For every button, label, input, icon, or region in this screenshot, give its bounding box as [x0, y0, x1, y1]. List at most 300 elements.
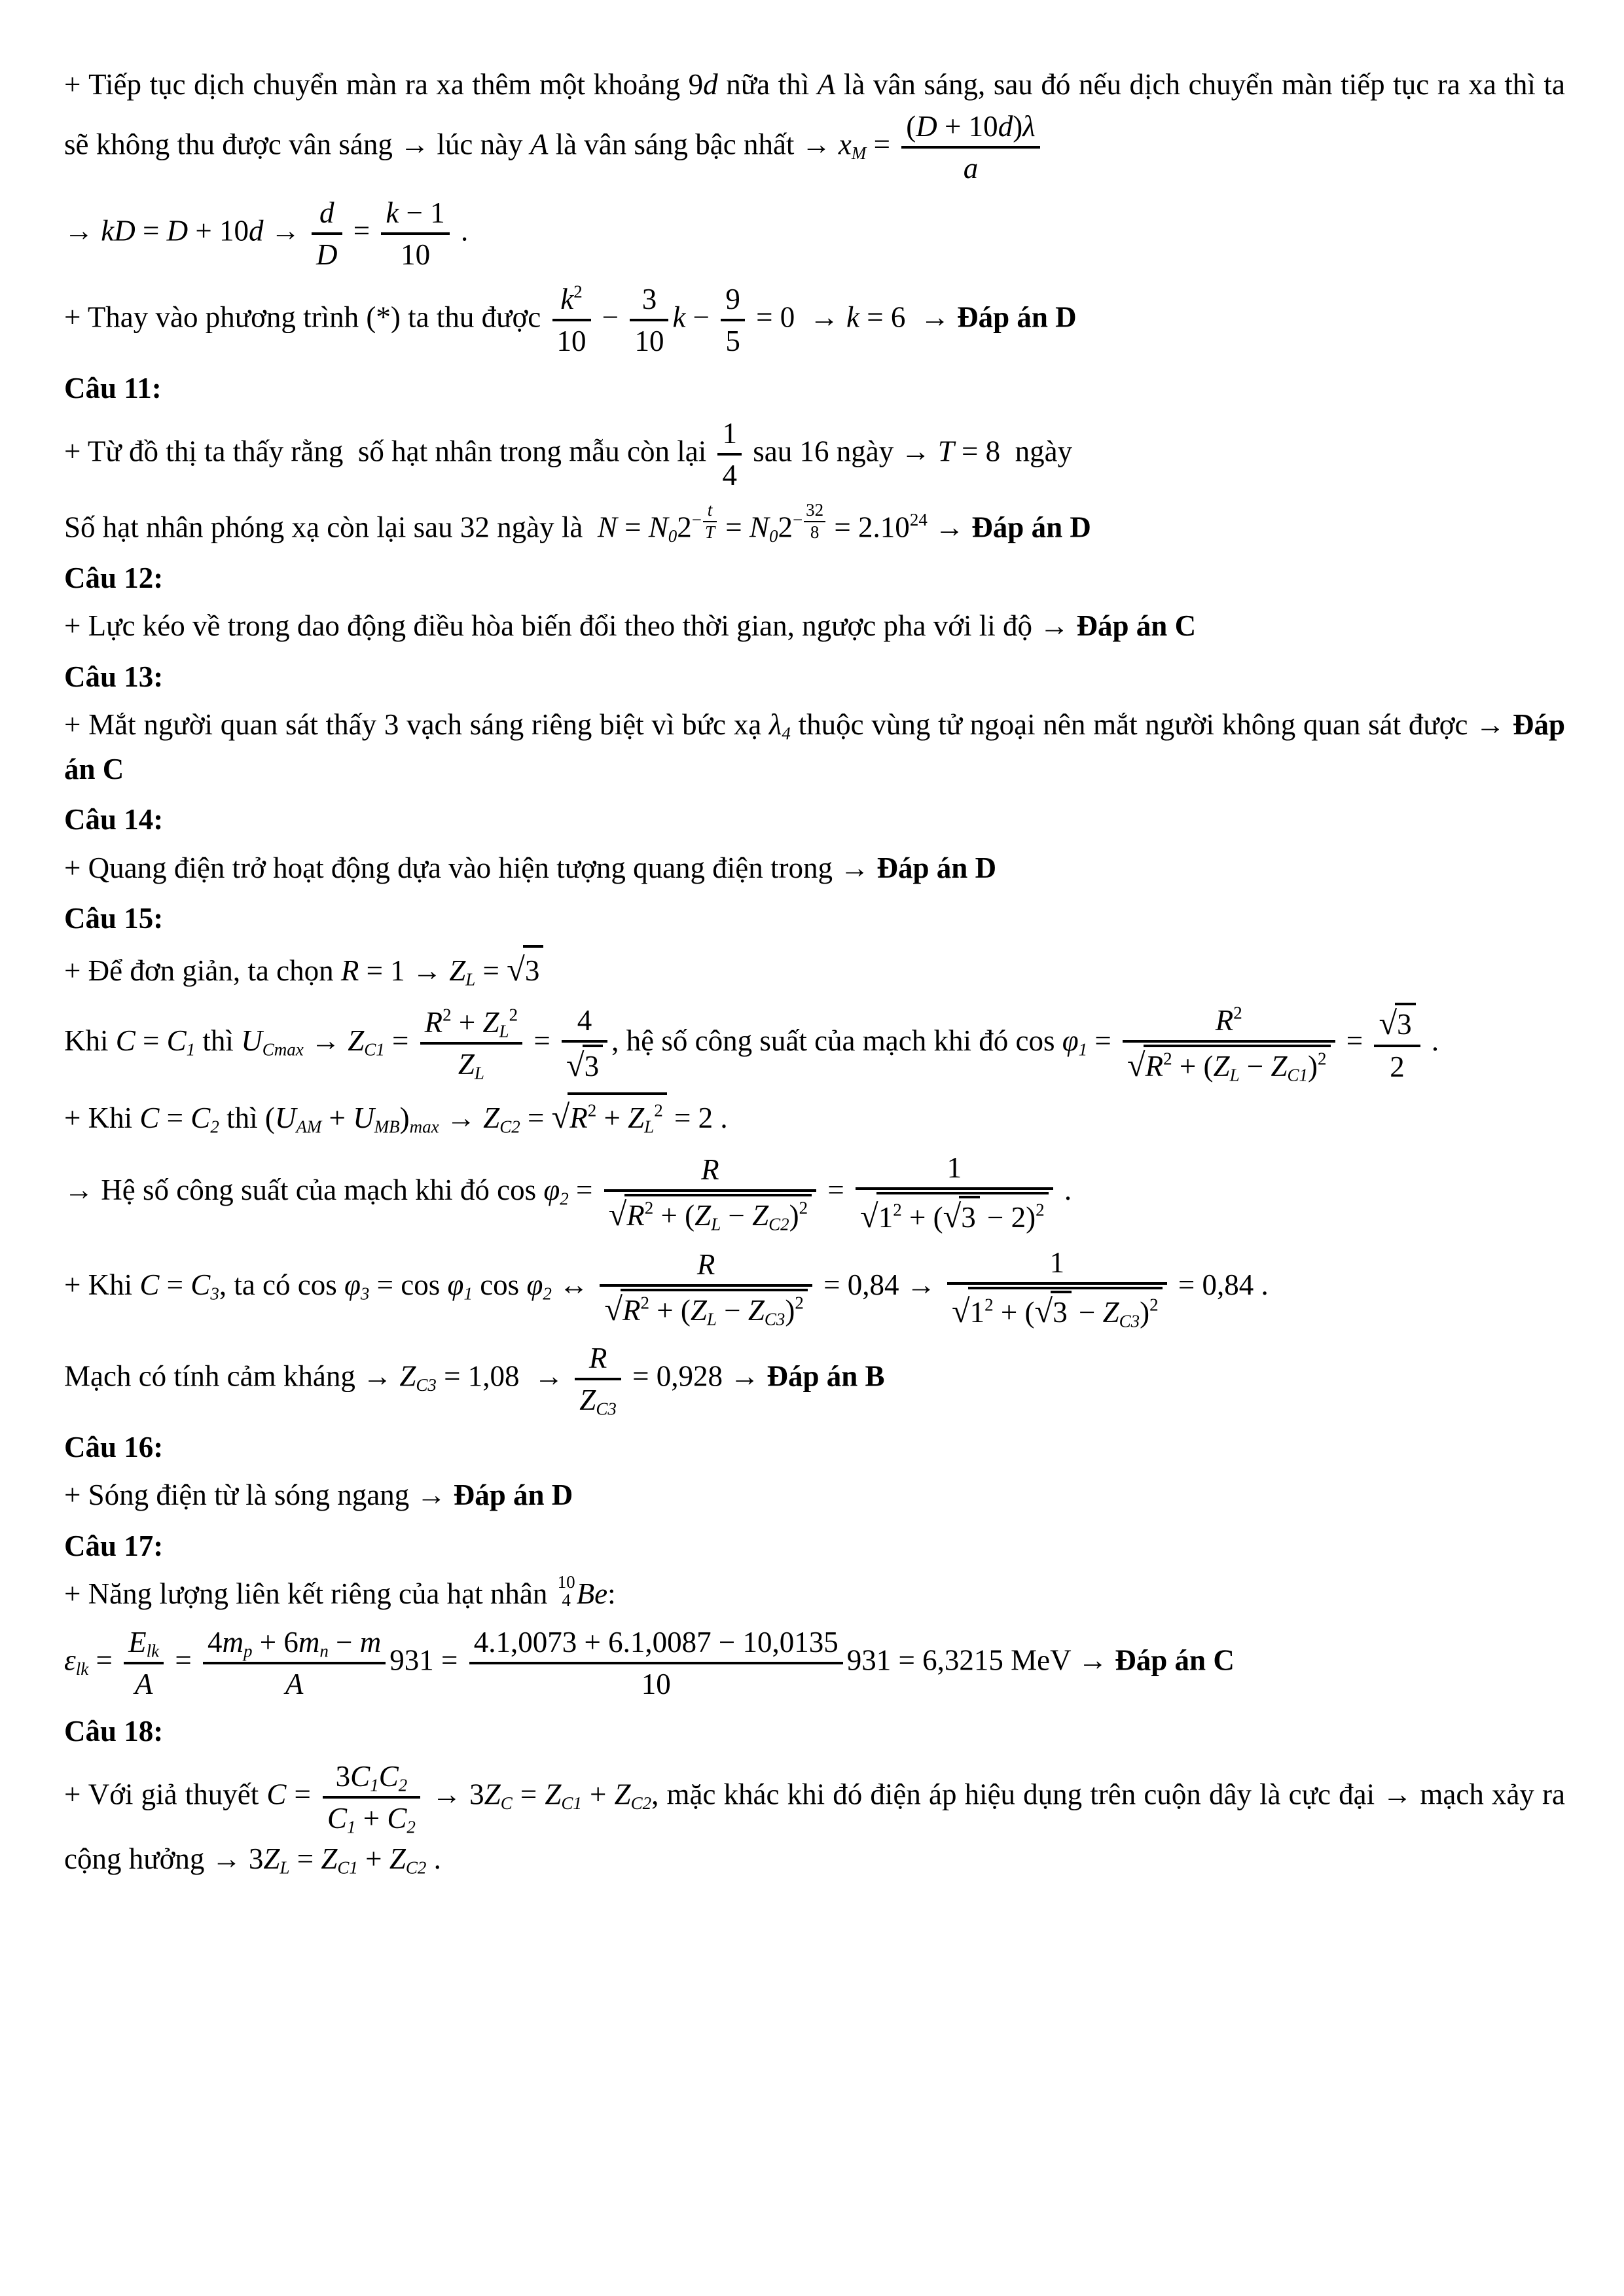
radicand: [568, 1092, 666, 1141]
numerator: [323, 1759, 420, 1799]
text-run: + Khi: [64, 1268, 140, 1302]
text-run: − 1: [399, 196, 445, 229]
radicand: [876, 1192, 1049, 1236]
square-root: [1127, 1046, 1331, 1085]
section-heading: [64, 1524, 1565, 1569]
text-run: 3: [1053, 1296, 1068, 1329]
text-run: .: [1056, 1173, 1072, 1206]
numerator: [1374, 1003, 1420, 1047]
math-run: N: [749, 511, 769, 544]
numerator: [604, 1152, 817, 1192]
text-run: =: [159, 1102, 191, 1135]
text-run: = 2.10: [827, 511, 910, 544]
text-run: → Hệ số công suất của mạch khi đó cos: [64, 1173, 544, 1206]
math-run: R: [1215, 1003, 1234, 1037]
text-run: 10: [556, 324, 586, 357]
radical-icon: √: [507, 950, 525, 988]
math-run: R: [340, 954, 359, 987]
denominator: [856, 1190, 1053, 1236]
superscript: 2: [509, 1005, 518, 1025]
numerator: [562, 1003, 607, 1043]
denominator: [630, 321, 668, 359]
subscript: C2: [405, 1857, 427, 1878]
text-run: +: [321, 1102, 353, 1135]
subscript: C2: [630, 1793, 652, 1813]
paragraph: [64, 1623, 1565, 1703]
math-run: t: [707, 500, 713, 520]
math-run: k: [672, 300, 686, 333]
text-run: Mạch có tính cảm kháng →: [64, 1359, 400, 1392]
text-run: 2: [778, 511, 793, 544]
answer-label: Câu 16:: [64, 1430, 164, 1463]
denominator: [604, 1192, 817, 1234]
text-run: ↔: [551, 1268, 596, 1302]
text-run: + (: [653, 1198, 695, 1232]
text-run: , mặc khác khi đó điện áp hiệu dụng trên cuộn dây là cực đại → mạch xảy ra cộng hưởng → 3: [64, 1778, 1573, 1876]
section-heading: [64, 367, 1565, 411]
math-run: C: [350, 1760, 370, 1793]
answer-label: Đáp án D: [453, 1479, 573, 1512]
text-run: = 1 →: [359, 954, 450, 987]
math-run: R: [588, 1341, 607, 1374]
text-run: , ta có cos: [219, 1268, 344, 1302]
numerator: [312, 195, 342, 235]
section-heading: [64, 798, 1565, 842]
section-heading: [64, 897, 1565, 941]
text-run: ): [789, 1198, 799, 1232]
paragraph: [64, 1473, 1565, 1518]
fraction: [604, 1152, 817, 1234]
subscript: L: [644, 1117, 655, 1137]
math-run: C: [190, 1102, 211, 1135]
text-run: + Quang điện trở hoạt động dựa vào hiện tượng quang điện trong →: [64, 851, 877, 884]
text-run: .: [426, 1842, 441, 1876]
answer-label: Câu 15:: [64, 902, 164, 935]
math-run: R: [623, 1294, 641, 1327]
text-run: ): [785, 1294, 795, 1327]
fraction: [804, 501, 825, 542]
math-run: λ: [1022, 109, 1036, 143]
paragraph: [64, 1092, 1565, 1142]
paragraph: [64, 1244, 1565, 1332]
denominator: [124, 1664, 164, 1702]
text-run: sau 16 ngày →: [745, 435, 938, 468]
text-run: + Sóng điện từ là sóng ngang →: [64, 1479, 454, 1512]
paragraph: [64, 604, 1565, 649]
radical-icon: √: [566, 1046, 585, 1083]
subscript: 4: [782, 723, 791, 744]
text-run: + (: [1172, 1049, 1214, 1083]
math-run: Z: [399, 1359, 416, 1392]
text-run: + 10: [188, 213, 249, 247]
subscript: 1: [1078, 1039, 1088, 1060]
subscript: C3: [596, 1399, 617, 1419]
subscript: 3: [360, 1283, 370, 1304]
paragraph: [64, 1001, 1565, 1086]
fraction: [323, 1759, 420, 1836]
denominator: [1374, 1047, 1420, 1085]
paragraph: [64, 501, 1565, 550]
subscript: n: [319, 1641, 329, 1661]
fraction: [856, 1150, 1053, 1236]
math-run: Z: [458, 1048, 475, 1081]
denominator: [703, 522, 717, 543]
radical-icon: √: [608, 1195, 627, 1232]
text-run: →: [64, 213, 101, 247]
text-run: =: [159, 1268, 191, 1302]
text-run: 5: [725, 324, 740, 357]
text-run: là vân sáng bậc nhất →: [548, 127, 839, 160]
math-run: Be: [576, 1577, 608, 1611]
numerator: [703, 501, 717, 522]
math-run: d: [998, 109, 1013, 143]
text-run: =: [526, 1024, 558, 1057]
text-run: + (: [993, 1296, 1035, 1329]
numerator: [901, 109, 1039, 149]
text-run: 10: [401, 238, 431, 271]
subscript: C1: [364, 1039, 385, 1060]
math-run: φ: [344, 1268, 361, 1302]
math-run: A: [285, 1667, 304, 1700]
paragraph: [64, 1149, 1565, 1237]
paragraph: [64, 1339, 1565, 1419]
math-run: φ: [447, 1268, 464, 1302]
math-run: Z: [628, 1102, 645, 1135]
text-run: ): [1140, 1296, 1150, 1329]
text-run: 1: [969, 1296, 985, 1329]
denominator: [552, 321, 591, 359]
subscript: L: [711, 1214, 721, 1234]
radicand: [583, 1045, 604, 1084]
radicand: [523, 945, 544, 994]
math-run: Z: [690, 1294, 707, 1327]
square-root: [943, 1197, 980, 1234]
numerator: [203, 1624, 386, 1664]
text-run: 4: [577, 1003, 592, 1037]
text-run: nữa thì: [717, 68, 818, 101]
text-run: 2: [677, 511, 692, 544]
fraction: [575, 1340, 621, 1418]
text-run: 3: [335, 1760, 351, 1793]
subscript: 2: [406, 1817, 416, 1837]
text-run: + Năng lượng liên kết riêng của hạt nhân: [64, 1577, 555, 1611]
radicand: [1395, 1003, 1416, 1042]
math-run: φ: [526, 1268, 543, 1302]
fraction: [703, 501, 717, 542]
text-run: +: [355, 1802, 388, 1835]
square-root: [1034, 1293, 1072, 1330]
subscript: lk: [75, 1659, 89, 1679]
math-run: Z: [389, 1842, 406, 1876]
superscript: 2: [1163, 1049, 1172, 1068]
text-run: −: [1071, 1296, 1103, 1329]
text-run: −: [685, 300, 717, 333]
answer-label: Câu 17:: [64, 1529, 164, 1562]
superscript: 2: [795, 1293, 804, 1313]
square-root: [551, 1098, 667, 1137]
math-run: Z: [1102, 1296, 1119, 1329]
text-run: ): [1013, 109, 1023, 143]
math-run: k: [560, 282, 574, 315]
subscript: 3: [210, 1283, 219, 1304]
subscript: L: [1229, 1065, 1240, 1085]
text-run: 8: [810, 522, 820, 542]
text-run: →: [927, 511, 972, 544]
text-run: =: [568, 1173, 600, 1206]
numerator: [600, 1247, 812, 1287]
math-run: Z: [752, 1198, 769, 1232]
text-run: =: [866, 127, 898, 160]
radicand: [621, 1289, 808, 1328]
denominator: [901, 149, 1039, 186]
section-heading: [64, 1426, 1565, 1470]
subscript: C1: [561, 1793, 582, 1813]
text-run: 3: [1397, 1007, 1412, 1041]
math-run: R: [424, 1006, 443, 1039]
answer-label: Câu 11:: [64, 371, 162, 404]
text-run: − 2): [979, 1200, 1036, 1234]
text-run: + Tiếp tục dịch chuyển màn ra xa thêm một khoảng 9: [64, 68, 704, 101]
math-run: C: [115, 1024, 135, 1057]
text-run: ): [399, 1102, 410, 1135]
text-run: , hệ số công suất của mạch khi đó cos: [611, 1024, 1062, 1057]
math-run: R: [569, 1102, 588, 1135]
text-run: −: [1239, 1049, 1271, 1083]
text-run: 1: [947, 1151, 962, 1184]
paragraph: [64, 194, 1565, 274]
text-run: 931 = 6,3215 MeV →: [846, 1643, 1115, 1676]
text-run: 3: [524, 954, 540, 987]
answer-label: Câu 12:: [64, 561, 164, 594]
section-heading: [64, 655, 1565, 700]
text-run: +: [357, 1842, 389, 1876]
math-run: C: [378, 1760, 399, 1793]
math-run: x: [838, 127, 852, 160]
math-run: Z: [1271, 1049, 1288, 1083]
text-run: + 6: [252, 1625, 298, 1659]
math-run: E: [128, 1625, 147, 1659]
math-run: Z: [1213, 1049, 1230, 1083]
subscript: 2: [560, 1189, 569, 1209]
math-run: N: [648, 511, 668, 544]
denominator: [469, 1664, 843, 1702]
subscript: 1: [347, 1817, 356, 1837]
text-run: = 0 →: [748, 300, 846, 333]
denominator: [312, 235, 342, 272]
fraction: [420, 1005, 522, 1082]
answer-label: Câu 14:: [64, 803, 164, 836]
text-run: thì: [195, 1024, 242, 1057]
text-run: 32: [806, 500, 824, 520]
subscript: C3: [416, 1374, 437, 1395]
text-run: thuộc vùng tử ngoại nên mắt người không quan sát được →: [790, 708, 1513, 742]
text-run: + 10: [937, 109, 998, 143]
math-run: D: [166, 213, 189, 247]
denominator: [804, 522, 825, 543]
text-run: 2: [1390, 1050, 1405, 1084]
math-run: Z: [545, 1778, 562, 1811]
math-run: C: [387, 1802, 407, 1835]
subscript: L: [280, 1857, 290, 1878]
math-run: d: [703, 68, 718, 101]
math-run: a: [963, 151, 979, 185]
denominator: [381, 235, 449, 272]
answer-label: Câu 13:: [64, 660, 164, 693]
text-run: →: [263, 213, 308, 247]
text-run: = 8 ngày: [954, 435, 1073, 468]
text-run: 1: [878, 1200, 893, 1234]
superscript: 2: [654, 1100, 663, 1121]
subscript: 1: [186, 1039, 196, 1060]
text-run: = 0,84 →: [816, 1268, 944, 1302]
answer-label: Đáp án D: [876, 851, 997, 884]
math-run: D: [916, 109, 937, 143]
square-root: [1379, 1004, 1415, 1041]
math-run: Z: [348, 1024, 365, 1057]
text-run: −: [792, 509, 803, 529]
numerator: [381, 195, 449, 235]
text-run: 931 =: [389, 1643, 465, 1676]
math-run: Z: [483, 1102, 500, 1135]
text-run: .: [453, 213, 469, 247]
text-run: −: [594, 300, 626, 333]
text-run: = 0,928 →: [624, 1359, 767, 1392]
fraction: [552, 281, 591, 359]
math-run: Z: [263, 1842, 280, 1876]
subscript: 0: [668, 526, 677, 546]
document-content: [64, 63, 1573, 1882]
text-run: = 6 →: [859, 300, 958, 333]
math-run: Z: [482, 1006, 499, 1039]
superscript: 2: [799, 1198, 808, 1218]
math-run: Z: [579, 1383, 596, 1416]
mass-number: 10: [557, 1571, 575, 1592]
text-run: + Để đơn giản, ta chọn: [64, 954, 341, 987]
square-root: [860, 1197, 1049, 1234]
math-run: Z: [321, 1842, 338, 1876]
text-run: =: [168, 1643, 200, 1676]
math-run: C: [139, 1102, 160, 1135]
math-run: Z: [484, 1778, 501, 1811]
paragraph: [64, 1757, 1573, 1882]
square-root: [566, 1046, 603, 1083]
text-run: 3: [584, 1049, 600, 1083]
text-run: =: [520, 1102, 552, 1135]
text-run: thì (: [219, 1102, 275, 1135]
subscript: 2: [210, 1117, 219, 1137]
text-run: =: [718, 511, 749, 544]
text-run: +: [596, 1102, 628, 1135]
math-run: R: [626, 1198, 645, 1232]
superscript: 2: [573, 281, 583, 301]
answer-label: Đáp án D: [971, 511, 1091, 544]
answer-label: Đáp án D: [957, 300, 1077, 333]
numerator: [469, 1624, 843, 1664]
answer-label: Đáp án C: [1115, 1643, 1235, 1676]
math-run: Z: [449, 954, 466, 987]
superscript: 2: [587, 1100, 597, 1121]
text-run: =: [820, 1173, 852, 1206]
radical-icon: √: [604, 1291, 623, 1328]
superscript-group: [691, 500, 718, 542]
subscript: C2: [499, 1117, 520, 1137]
text-run: + (: [901, 1200, 943, 1234]
paragraph: [64, 280, 1565, 360]
math-run: U: [274, 1102, 297, 1135]
subscript: C3: [1119, 1311, 1140, 1331]
subscript: C1: [1287, 1065, 1308, 1085]
denominator: [721, 321, 745, 359]
text-run: = 1,08 →: [436, 1359, 571, 1392]
fraction: [600, 1247, 812, 1329]
subscript: 2: [398, 1775, 408, 1795]
subscript: 1: [463, 1283, 473, 1304]
superscript: 2: [640, 1293, 649, 1313]
numerator: [721, 281, 745, 321]
text-run: :: [607, 1577, 616, 1611]
math-run: kD: [101, 213, 135, 247]
text-run: =: [286, 1778, 319, 1811]
numerator: [124, 1624, 164, 1664]
numerator: [804, 501, 825, 522]
text-run: =: [617, 511, 649, 544]
text-run: +: [581, 1778, 615, 1811]
radical-icon: √: [1379, 1004, 1398, 1041]
subscript: C3: [764, 1309, 785, 1329]
superscript: 2: [442, 1005, 452, 1025]
paragraph: [64, 945, 1565, 995]
math-run: Z: [695, 1198, 712, 1232]
numerator: [630, 281, 668, 321]
denominator: [203, 1664, 386, 1702]
math-run: Z: [748, 1294, 765, 1327]
atomic-number: 4: [562, 1590, 571, 1611]
subscript: L: [706, 1309, 717, 1329]
text-run: = 2 .: [666, 1102, 728, 1135]
math-run: d: [249, 213, 264, 247]
math-run: U: [353, 1102, 374, 1135]
math-run: C: [139, 1268, 160, 1302]
numerator: [420, 1005, 522, 1045]
fraction: [1123, 1003, 1335, 1085]
section-heading: [64, 556, 1565, 601]
subscript: C: [500, 1793, 513, 1813]
subscript: C1: [337, 1857, 358, 1878]
text-run: =: [88, 1643, 120, 1676]
subscript: max: [409, 1117, 439, 1137]
math-run: ε: [64, 1643, 76, 1676]
text-run: =: [289, 1842, 321, 1876]
math-run: U: [241, 1024, 262, 1057]
text-run: → 3: [424, 1778, 484, 1811]
paragraph: [64, 846, 1565, 891]
text-run: Số hạt nhân phóng xạ còn lại sau 32 ngày là: [64, 511, 598, 544]
text-run: −: [328, 1625, 360, 1659]
text-run: 10: [634, 324, 664, 357]
fraction: [381, 195, 449, 272]
math-run: T: [705, 522, 715, 542]
fraction: [1374, 1003, 1420, 1085]
text-run: ): [1308, 1049, 1318, 1083]
text-run: =: [135, 1024, 167, 1057]
text-run: + Từ đồ thị ta thấy rằng số hạt nhân trong mẫu còn lại: [64, 435, 714, 468]
radicand: [1144, 1045, 1331, 1084]
denominator: [1123, 1043, 1335, 1085]
math-run: C: [190, 1268, 211, 1302]
square-root: [604, 1291, 808, 1329]
numerator: [1123, 1003, 1335, 1043]
text-run: 9: [725, 282, 740, 315]
